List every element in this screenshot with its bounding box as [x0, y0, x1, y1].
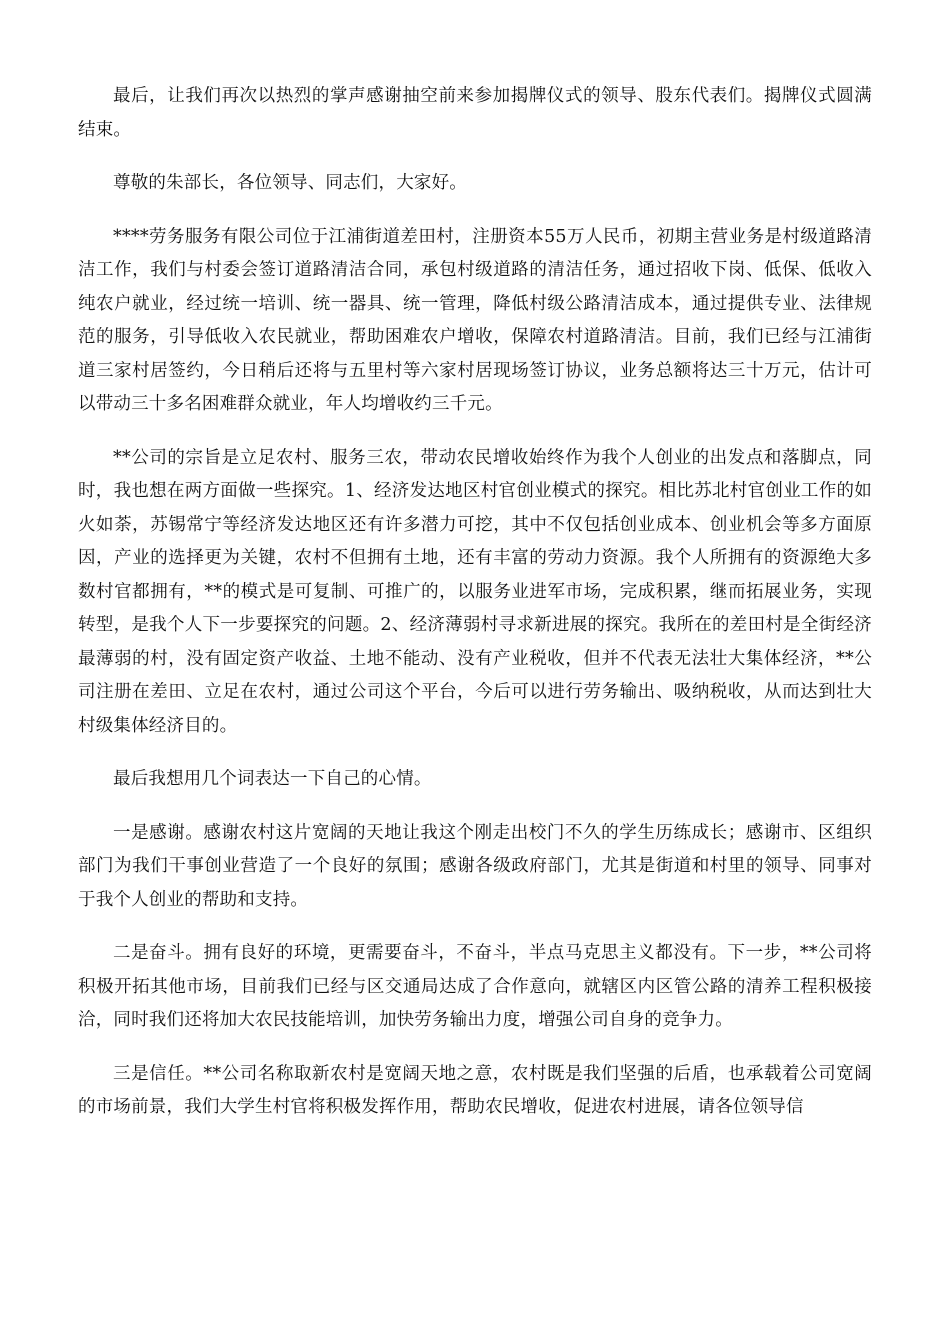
paragraph-gratitude: 一是感谢。感谢农村这片宽阔的天地让我这个刚走出校门不久的学生历练成长；感谢市、区组织部门为我们干事创业营造了一个良好的氛围；感谢各级政府部门，尤其是街道和村里的领导、同事对于我个人创业的帮助和支持。 — [78, 822, 872, 910]
paragraph-feelings-intro: 最后我想用几个词表达一下自己的心情。 — [113, 769, 432, 789]
paragraph-trust: 三是信任。**公司名称取新农村是宽阔天地之意，农村既是我们坚强的后盾，也承载着公司宽阔的市场前景，我们大学生村官将积极发挥作用，帮助农民增收，促进农村进展，请各位领导信 — [78, 1063, 872, 1117]
paragraph-company-purpose: **公司的宗旨是立足农村、服务三农，带动农民增收始终作为我个人创业的出发点和落脚点，同时，我也想在两方面做一些探究。1、经济发达地区村官创业模式的探究。相比苏北村官创业工作的如火如荼，苏锡常宁等经济发达地区还有许多潜力可挖，其中不仅包括创业成本、创业机会等多方面原因，产业的选择更为关键，农村不但拥有土地，还有丰富的劳动力资源。我个人所拥有的资源绝大多数村官都拥有，**的模式是可复制、可推广的，以服务业进军市场，完成积累，继而拓展业务，实现转型，是我个人下一步要探究的问题。2、经济薄弱村寻求新进展的探究。我所在的差田村是全街经济最薄弱的村，没有固定资产收益、土地不能动、没有产业税收，但并不代表无法壮大集体经济，**公司注册在差田、立足在农村，通过公司这个平台，今后可以进行劳务输出、吸纳税收，从而达到壮大村级集体经济目的。 — [78, 447, 872, 736]
paragraph-greeting: 尊敬的朱部长，各位领导、同志们，大家好。 — [113, 173, 467, 193]
document-body — [78, 80, 872, 1145]
paragraph-company-intro: ****劳务服务有限公司位于江浦街道差田村，注册资本55万人民币，初期主营业务是村级道路清洁工作，我们与村委会签订道路清洁合同，承包村级道路的清洁任务，通过招收下岗、低保、低收入纯农户就业，经过统一培训、统一器具、统一管理，降低村级公路清洁成本，通过提供专业、法律规范的服务，引导低收入农民就业，帮助困难农户增收，保障农村道路清洁。目前，我们已经与江浦街道三家村居签约，今日稍后还将与五里村等六家村居现场签订协议，业务总额将达三十万元，估计可以带动三十多名困难群众就业，年人均增收约三千元。 — [78, 226, 872, 414]
paragraph-struggle: 二是奋斗。拥有良好的环境，更需要奋斗，不奋斗，半点马克思主义都没有。下一步，**公司将积极开拓其他市场，目前我们已经与区交通局达成了合作意向，就辖区内区管公路的清养工程积极接洽，同时我们还将加大农民技能培训，加快劳务输出力度，增强公司自身的竞争力。 — [78, 943, 872, 1030]
paragraph-closing-remarks: 最后，让我们再次以热烈的掌声感谢抽空前来参加揭牌仪式的领导、股东代表们。揭牌仪式圆满结束。 — [78, 86, 872, 140]
